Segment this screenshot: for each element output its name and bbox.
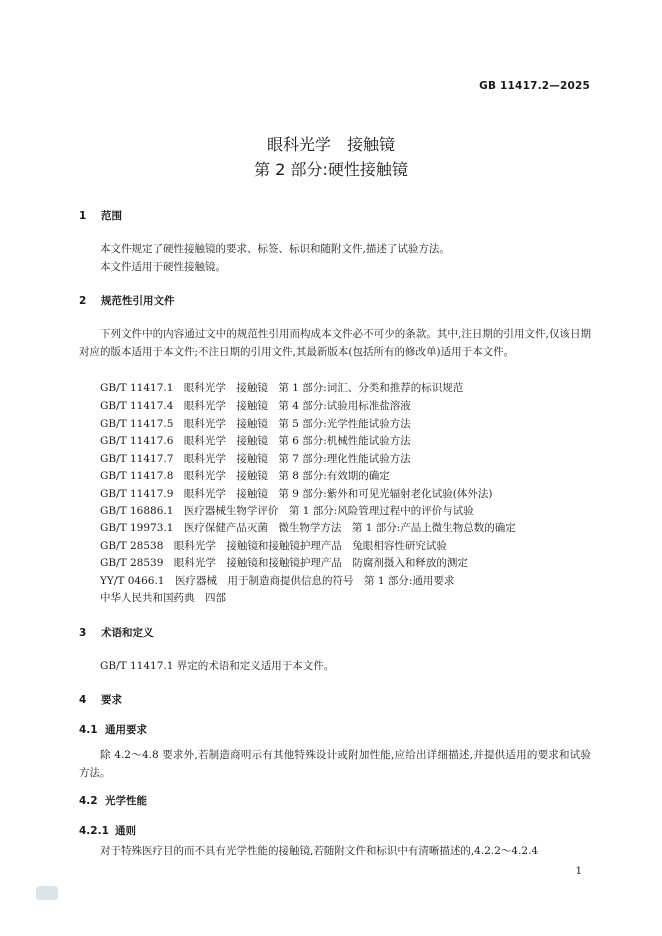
section-number: 4: [79, 694, 87, 706]
section-number: 1: [79, 210, 87, 222]
section-number: 4.1: [79, 724, 98, 736]
paragraph: 本文件适用于硬性接触镜。: [100, 261, 226, 273]
section-title: 通则: [115, 825, 136, 837]
section-number: 4.2.1: [79, 825, 109, 837]
reference-item: GB/T 28538 眼科光学 接触镜和接触镜护理产品 兔眼相容性研究试验: [100, 540, 447, 552]
reference-item: GB/T 11417.8 眼科光学 接触镜 第 8 部分:有效期的确定: [100, 470, 390, 482]
paragraph: 本文件规定了硬性接触镜的要求、标签、标识和随附文件,描述了试验方法。: [100, 243, 450, 255]
subsection-heading-4-2-1: [79, 823, 136, 838]
document-subtitle: 第 2 部分:硬性接触镜: [254, 160, 408, 179]
section-heading-2: [79, 293, 175, 308]
reference-item: 中华人民共和国药典 四部: [100, 592, 226, 604]
section-heading-4: [79, 692, 122, 707]
watermark-stamp: [36, 886, 58, 900]
standard-code: GB 11417.2—2025: [479, 80, 590, 92]
page-number: 1: [575, 866, 582, 877]
section-number: 4.2: [79, 795, 98, 807]
reference-item: GB/T 19973.1 医疗保健产品灭菌 微生物学方法 第 1 部分:产品上微生物总数的确定: [100, 522, 516, 534]
reference-item: GB/T 11417.6 眼科光学 接触镜 第 6 部分:机械性能试验方法: [100, 435, 411, 447]
reference-item: GB/T 11417.4 眼科光学 接触镜 第 4 部分:试验用标准盐溶液: [100, 400, 411, 412]
paragraph: 下列文件中的内容通过文中的规范性引用而构成本文件必不可少的条款。其中,注日期的引用文件,仅该日期对应的版本适用于本文件;不注日期的引用文件,其最新版本(包括所有的修改单)适用于本文件。: [79, 328, 591, 358]
paragraph: 除 4.2～4.8 要求外,若制造商明示有其他特殊设计或附加性能,应给出详细描述,并提供适用的要求和试验方法。: [79, 749, 591, 779]
section-title: 规范性引用文件: [101, 295, 175, 307]
reference-item: GB/T 16886.1 医疗器械生物学评价 第 1 部分:风险管理过程中的评价与试验: [100, 505, 474, 517]
section-title: 光学性能: [105, 795, 147, 807]
subsection-heading-4-1: [79, 722, 147, 737]
reference-item: GB/T 11417.7 眼科光学 接触镜 第 7 部分:理化性能试验方法: [100, 453, 411, 465]
paragraph: GB/T 11417.1 界定的术语和定义适用于本文件。: [100, 660, 335, 672]
section-number: 3: [79, 627, 87, 639]
subsection-heading-4-2: [79, 793, 147, 808]
document-title: 眼科光学 接触镜: [266, 135, 395, 154]
section-number: 2: [79, 295, 87, 307]
reference-item: GB/T 11417.5 眼科光学 接触镜 第 5 部分:光学性能试验方法: [100, 418, 411, 430]
reference-item: GB/T 28539 眼科光学 接触镜和接触镜护理产品 防腐剂摄入和释放的测定: [100, 557, 468, 569]
section-title: 通用要求: [105, 724, 147, 736]
section-heading-3: [79, 625, 154, 640]
section-title: 范围: [101, 210, 122, 222]
reference-item: GB/T 11417.9 眼科光学 接触镜 第 9 部分:紫外和可见光辐射老化试验(体外法): [100, 488, 493, 500]
section-heading-1: [79, 208, 122, 223]
section-title: 要求: [101, 694, 122, 706]
paragraph: 对于特殊医疗目的而不具有光学性能的接触镜,若随附文件和标识中有清晰描述的,4.2.2～4.2.4: [100, 845, 539, 857]
section-title: 术语和定义: [101, 627, 154, 639]
reference-item: YY/T 0466.1 医疗器械 用于制造商提供信息的符号 第 1 部分:通用要求: [100, 575, 455, 587]
reference-item: GB/T 11417.1 眼科光学 接触镜 第 1 部分:词汇、分类和推荐的标识规范: [100, 382, 464, 394]
